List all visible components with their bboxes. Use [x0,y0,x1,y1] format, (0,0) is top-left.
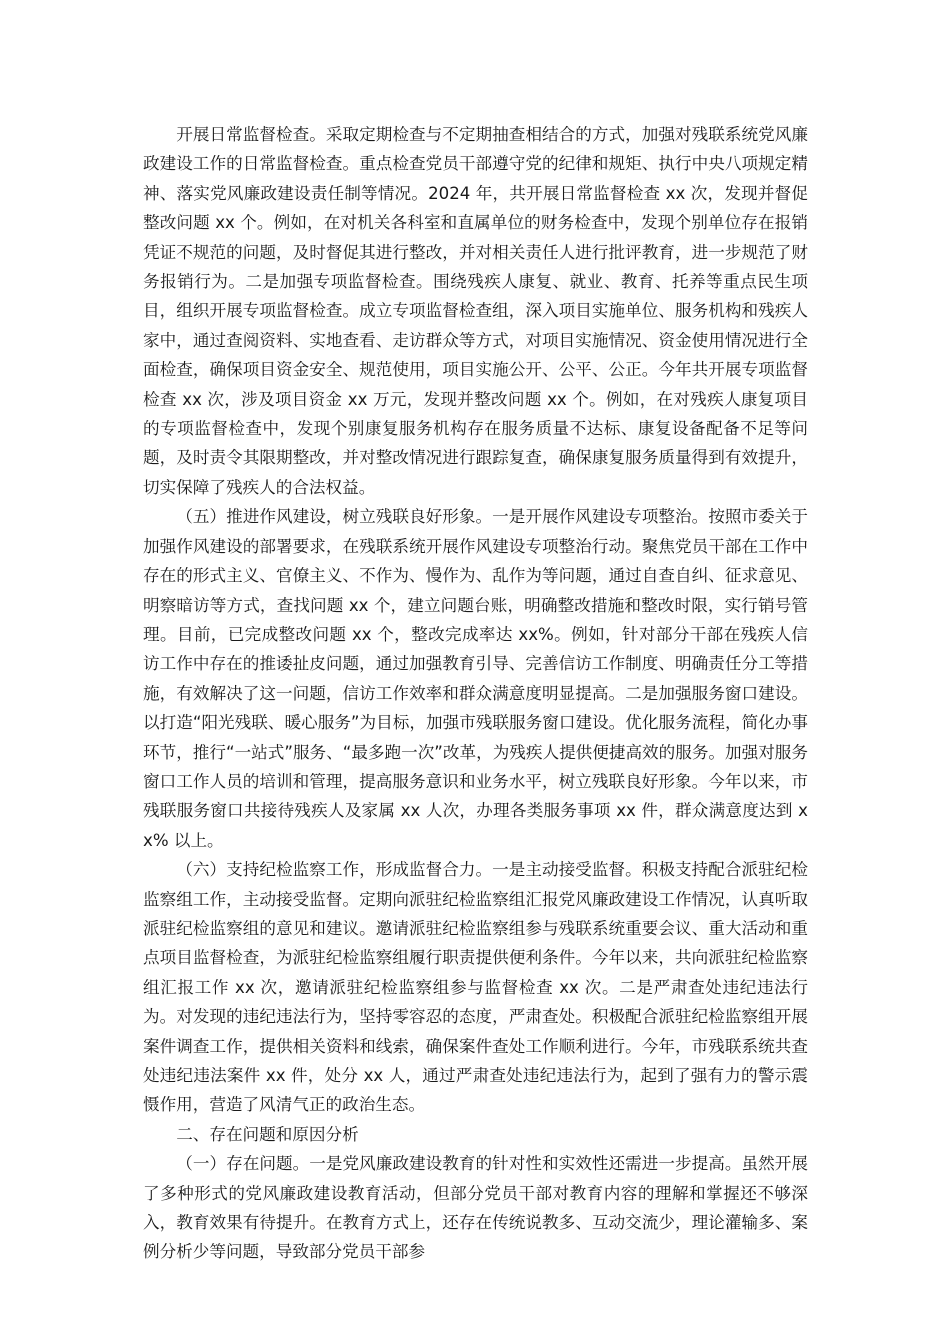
paragraph-problems: （一）存在问题。一是党风廉政建设教育的针对性和实效性还需进一步提高。虽然开展了多种形式的党风廉政建设教育活动，但部分党员干部对教育内容的理解和掌握还不够深入，教育效果有待提升。在教育方式上，还存在传统说教多、互动交流少，理论灌输多、案例分析少等问题，导致部分党员干部参 [143,1154,808,1262]
paragraph-work-style: （五）推进作风建设，树立残联良好形象。一是开展作风建设专项整治。按照市委关于加强作风建设的部署要求，在残联系统开展作风建设专项整治行动。聚焦党员干部在工作中存在的形式主义、官僚主义、不作为、慢作为、乱作为等问题，通过自查自纠、征求意见、明察暗访等方式，查找问题 xx 个，建立问题台账，明确整改措施和整改时限，实行销号管理。目前，已完成整改问题 xx 个，整改完成率达 xx%。例如，针对部分干部在残疾人信访工作中存在的推诿扯皮问题，通过加强教育引导、完善信访工作制度、明确责任分工等措施，有效解决了这一问题，信访工作效率和群众满意度明显提高。二是加强服务窗口建设。以打造“阳光残联、暖心服务”为目标，加强市残联服务窗口建设。优化服务流程，简化办事环节，推行“一站式”服务、“最多跑一次”改革，为残疾人提供便捷高效的服务。加强对服务窗口工作人员的培训和管理，提高服务意识和业务水平，树立残联良好形象。今年以来，市残联服务窗口共接待残疾人及家属 xx 人次，办理各类服务事项 xx 件，群众满意度达到 xx% 以上。 [143,507,808,850]
document-body [143,120,808,1267]
section-heading: 二、存在问题和原因分析 [176,1124,359,1144]
paragraph-supervision-inspection: 开展日常监督检查。采取定期检查与不定期抽查相结合的方式，加强对残联系统党风廉政建设工作的日常监督检查。重点检查党员干部遵守党的纪律和规矩、执行中央八项规定精神、落实党风廉政建设责任制等情况。2024 年，共开展日常监督检查 xx 次，发现并督促整改问题 xx 个。例如，在对机关各科室和直属单位的财务检查中，发现个别单位存在报销凭证不规范的问题，及时督促其进行整改，并对相关责任人进行批评教育，进一步规范了财务报销行为。二是加强专项监督检查。围绕残疾人康复、就业、教育、托养等重点民生项目，组织开展专项监督检查。成立专项监督检查组，深入项目实施单位、服务机构和残疾人家中，通过查阅资料、实地查看、走访群众等方式，对项目实施情况、资金使用情况进行全面检查，确保项目资金安全、规范使用，项目实施公开、公平、公正。今年共开展专项监督检查 xx 次，涉及项目资金 xx 万元，发现并整改问题 xx 个。例如，在对残疾人康复项目的专项监督检查中，发现个别康复服务机构存在服务质量不达标、康复设备配备不足等问题，及时责令其限期整改，并对整改情况进行跟踪复查，确保康复服务质量得到有效提升，切实保障了残疾人的合法权益。 [143,125,808,497]
paragraph-discipline-support: （六）支持纪检监察工作，形成监督合力。一是主动接受监督。积极支持配合派驻纪检监察组工作，主动接受监督。定期向派驻纪检监察组汇报党风廉政建设工作情况，认真听取派驻纪检监察组的意见和建议。邀请派驻纪检监察组参与残联系统重要会议、重大活动和重点项目监督检查，为派驻纪检监察组履行职责提供便利条件。今年以来，共向派驻纪检监察组汇报工作 xx 次，邀请派驻纪检监察组参与监督检查 xx 次。二是严肃查处违纪违法行为。对发现的违纪违法行为，坚持零容忍的态度，严肃查处。积极配合派驻纪检监察组开展案件调查工作，提供相关资料和线索，确保案件查处工作顺利进行。今年，市残联系统共查处违纪违法案件 xx 件，处分 xx 人，通过严肃查处违纪违法行为，起到了强有力的警示震慑作用，营造了风清气正的政治生态。 [143,860,808,1115]
